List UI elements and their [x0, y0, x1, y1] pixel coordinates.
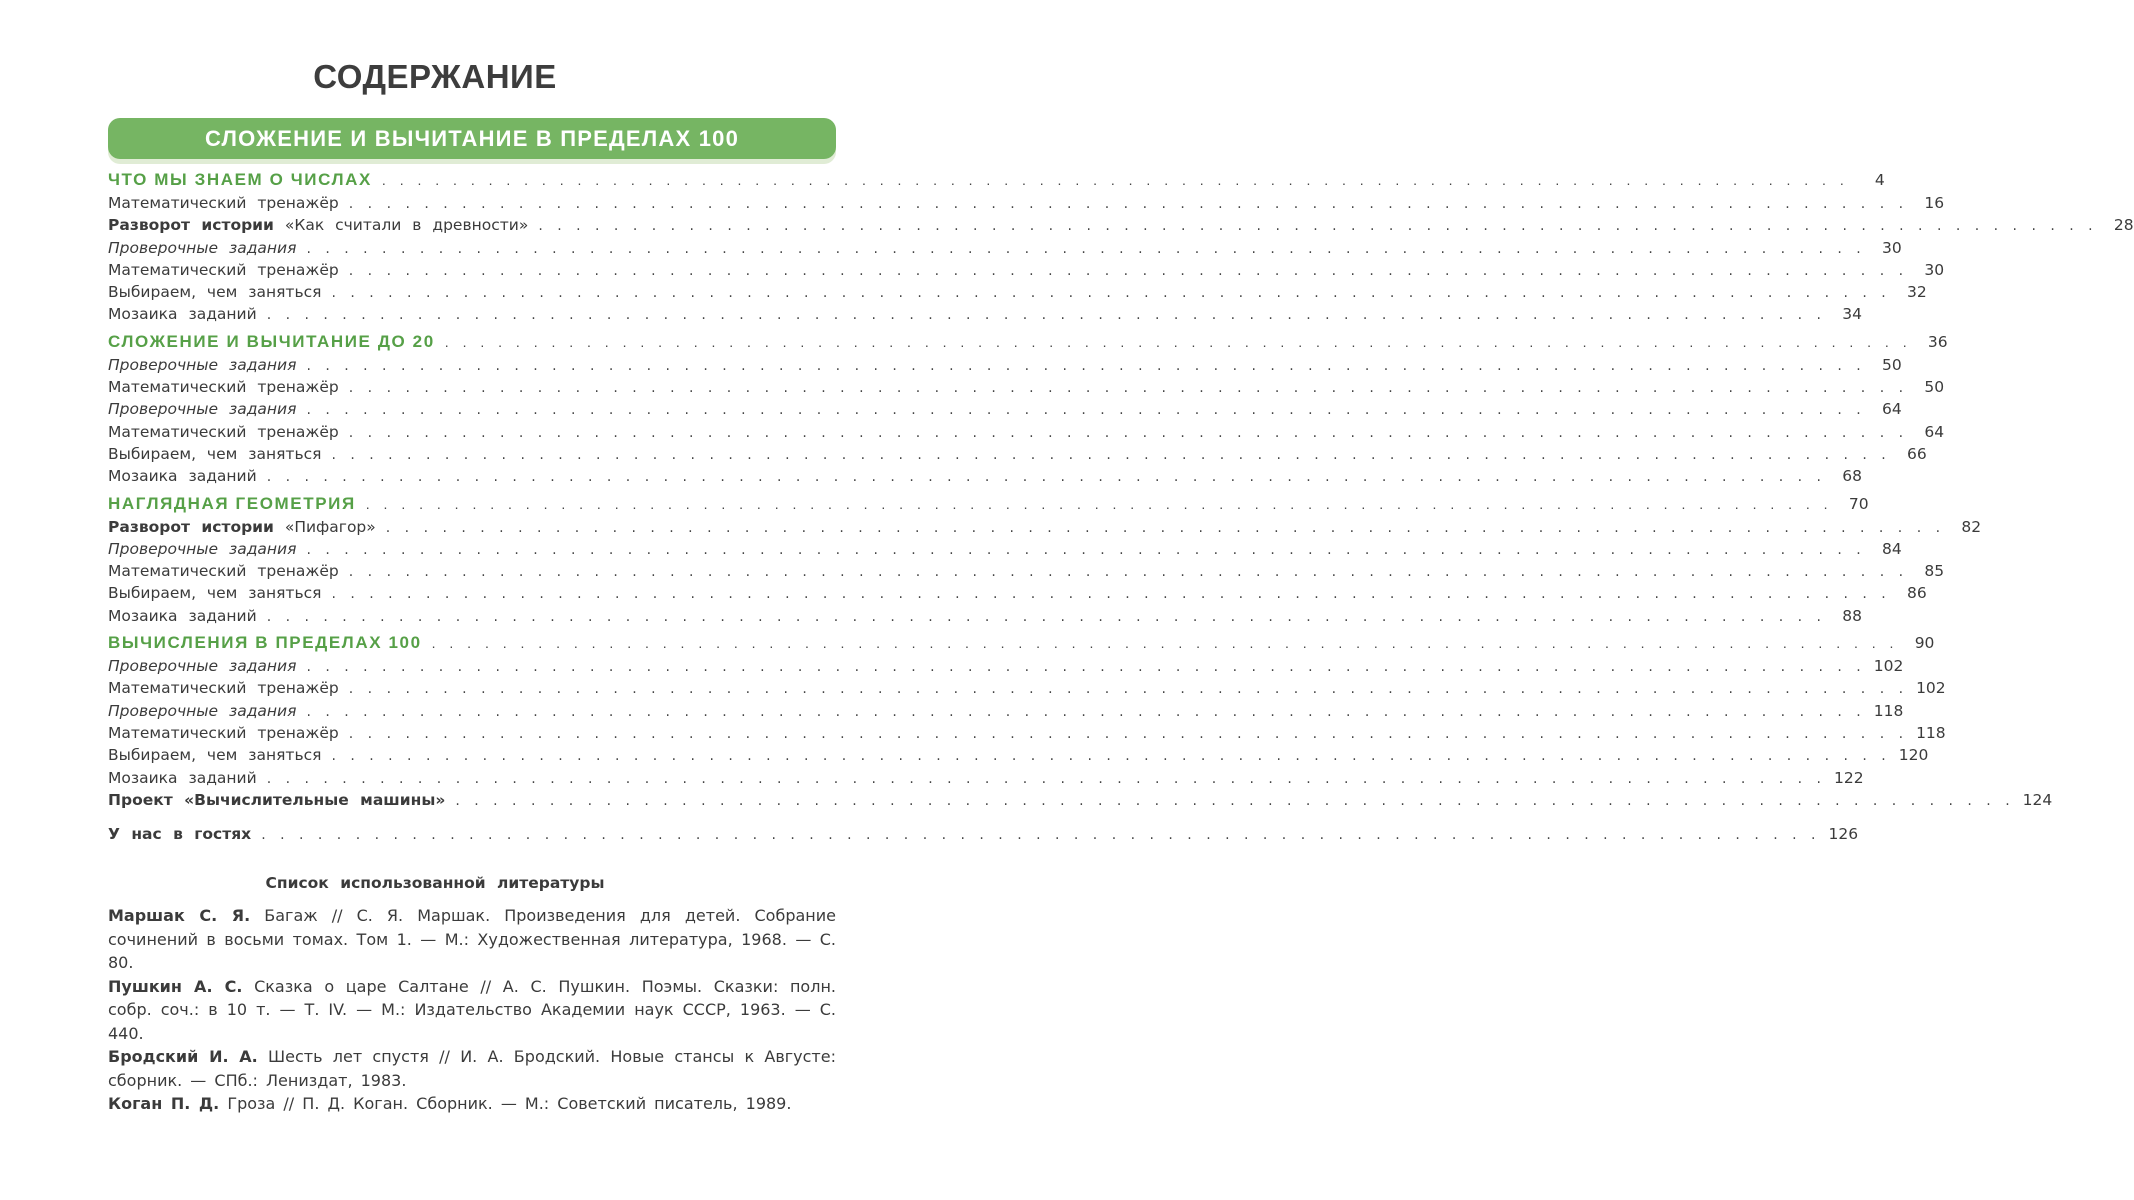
toc-entry[interactable] — [108, 194, 1945, 216]
toc-entry[interactable] — [108, 606, 1862, 629]
toc-label: ВЫЧИСЛЕНИЯ В ПРЕДЕЛАХ 100 — [108, 633, 422, 653]
toc-section-geometry[interactable] — [108, 493, 1869, 518]
toc-label: Выбираем, чем заняться — [108, 746, 322, 765]
leader-dots: . . . . . . . . . . . . . . . . . . . . . . . . . . . . . . . . . . . . . . . . . . . . . . . . . . . . . . . . . . . . . . . . . . . . . . . . . . . . . . . . . . . — [381, 172, 1849, 188]
leader-dots: . . . . . . . . . . . . . . . . . . . . . . . . . . . . . . . . . . . . . . . . . . . . . . . . . . . . . . . . . . . . . . . . . . . . . . . . . . . . . . . . . . . — [306, 541, 1866, 558]
leader-dots: . . . . . . . . . . . . . . . . . . . . . . . . . . . . . . . . . . . . . . . . . . . . . . . . . . . . . . . . . . . . . . . . . . . . . . . . . . . . . . . . . . . — [348, 681, 1909, 698]
toc-entry-guests[interactable] — [108, 825, 1859, 847]
toc-label-rest: «Пифагор» — [284, 517, 376, 536]
toc-page-number: 66 — [1907, 444, 1927, 463]
toc-entry[interactable] — [108, 305, 1862, 327]
toc-label: Выбираем, чем заняться — [108, 444, 322, 463]
toc-label — [108, 518, 376, 536]
leader-dots: . . . . . . . . . . . . . . . . . . . . . . . . . . . . . . . . . . . . . . . . . . . . . . . . . . . . . . . . . . . . . . . . . . . . . . . . . . . . . . . . . . . — [348, 380, 1909, 397]
toc-label: Математический тренажёр — [108, 194, 339, 212]
leader-dots: . . . . . . . . . . . . . . . . . . . . . . . . . . . . . . . . . . . . . . . . . . . . . . . . . . . . . . . . . . . . . . . . . . . . . . . . . . . . . . . . . . . — [266, 307, 1826, 324]
toc-page-number: 124 — [2022, 790, 2053, 809]
toc-page-number: 70 — [1848, 494, 1869, 513]
reference-author: Коган П. Д. — [108, 1094, 220, 1113]
toc-label: НАГЛЯДНАЯ ГЕОМЕТРИЯ — [108, 493, 356, 513]
toc-label: У нас в гостях — [108, 825, 252, 844]
toc-page-number: 68 — [1842, 467, 1862, 486]
leader-dots: . . . . . . . . . . . . . . . . . . . . . . . . . . . . . . . . . . . . . . . . . . . . . . . . . . . . . . . . . . . . . . . . . . . . . . . . . . . . . . . . . . . — [306, 703, 1866, 720]
leader-dots: . . . . . . . . . . . . . . . . . . . . . . . . . . . . . . . . . . . . . . . . . . . . . . . . . . . . . . . . . . . . . . . . . . . . . . . . . . . . . . . . . . . — [455, 792, 2015, 809]
toc-label: Математический тренажёр — [108, 260, 339, 279]
leader-dots: . . . . . . . . . . . . . . . . . . . . . . . . . . . . . . . . . . . . . . . . . . . . . . . . . . . . . . . . . . . . . . . . . . . . . . . . . . . . . . . . . . . — [431, 635, 1899, 652]
toc-label: Проверочные задания — [108, 701, 297, 720]
toc-label: Выбираем, чем заняться — [108, 584, 322, 603]
toc-entry[interactable] — [108, 562, 1945, 584]
leader-dots: . . . . . . . . . . . . . . . . . . . . . . . . . . . . . . . . . . . . . . . . . . . . . . . . . . . . . . . . . . . . . . . . . . . . . . . . . . . . . . . . . . . — [306, 240, 1866, 257]
toc-label-bold: Разворот истории — [108, 517, 274, 536]
toc-label: Выбираем, чем заняться — [108, 283, 322, 302]
toc-page-number: 88 — [1842, 606, 1862, 625]
toc-page-number: 122 — [1834, 768, 1864, 787]
leader-dots: . . . . . . . . . . . . . . . . . . . . . . . . . . . . . . . . . . . . . . . . . . . . . . . . . . . . . . . . . . . . . . . . . . . . . . . . . . . . . . . . . . . — [348, 262, 1909, 279]
toc-page-number: 28 — [2113, 216, 2134, 235]
toc-label: Проверочные задания — [108, 539, 297, 558]
leader-dots: . . . . . . . . . . . . . . . . . . . . . . . . . . . . . . . . . . . . . . . . . . . . . . . . . . . . . . . . . . . . . . . . . . . . . . . . . . . . . . . . . . . — [348, 196, 1909, 212]
toc-page-number: 102 — [1873, 657, 1904, 676]
reference-text: Гроза // П. Д. Коган. Сборник. — М.: Советский писатель, 1989. — [227, 1094, 792, 1113]
toc-page-number: 90 — [1914, 634, 1935, 653]
leader-dots: . . . . . . . . . . . . . . . . . . . . . . . . . . . . . . . . . . . . . . . . . . . . . . . . . . . . . . . . . . . . . . . . . . . . . . . . . . . . . . . . . . . — [266, 469, 1826, 486]
toc-page-number: 4 — [1874, 171, 1885, 189]
toc-page-number: 50 — [1924, 378, 1945, 397]
toc-entry[interactable] — [108, 422, 1945, 445]
toc-page-number: 16 — [1924, 194, 1945, 212]
leader-dots: . . . . . . . . . . . . . . . . . . . . . . . . . . . . . . . . . . . . . . . . . . . . . . . . . . . . . . . . . . . . . . . . . . . . . . . . . . . . . . . . . . . — [266, 770, 1826, 787]
leader-dots: . . . . . . . . . . . . . . . . . . . . . . . . . . . . . . . . . . . . . . . . . . . . . . . . . . . . . . . . . . . . . . . . . . . . . . . . . . . . . . . . . . . — [261, 827, 1821, 844]
toc-page-number: 34 — [1842, 305, 1862, 324]
toc-page-number: 118 — [1916, 723, 1946, 742]
reference-author: Пушкин А. С. — [108, 976, 243, 996]
toc-label: Мозаика заданий — [108, 606, 257, 625]
leader-dots: . . . . . . . . . . . . . . . . . . . . . . . . . . . . . . . . . . . . . . . . . . . . . . . . . . . . . . . . . . . . . . . . . . . . . . . . . . . . . . . . . . . — [444, 333, 1912, 350]
toc-page-number: 82 — [1961, 517, 1982, 536]
leader-dots: . . . . . . . . . . . . . . . . . . . . . . . . . . . . . . . . . . . . . . . . . . . . . . . . . . . . . . . . . . . . . . . . . . . . . . . . . . . . . . . . . . . — [331, 586, 1891, 603]
toc-page-number: 30 — [1882, 238, 1902, 257]
toc-entry[interactable] — [108, 216, 2134, 238]
toc-label-rest: «Как считали в древности» — [284, 216, 529, 235]
toc-label: СЛОЖЕНИЕ И ВЫЧИТАНИЕ ДО 20 — [108, 331, 435, 351]
toc-label: Проверочные задания — [108, 355, 297, 374]
leader-dots: . . . . . . . . . . . . . . . . . . . . . . . . . . . . . . . . . . . . . . . . . . . . . . . . . . . . . . . . . . . . . . . . . . . . . . . . . . . . . . . . . . . — [348, 725, 1909, 742]
toc-entry[interactable] — [108, 260, 1945, 283]
toc-label: Мозаика заданий — [108, 768, 257, 787]
reference-author: Бродский И. А. — [108, 1047, 258, 1066]
toc-label: Математический тренажёр — [108, 562, 339, 581]
chapter-banner: СЛОЖЕНИЕ И ВЫЧИТАНИЕ В ПРЕДЕЛАХ 100 — [108, 118, 836, 159]
toc-label: Математический тренажёр — [108, 723, 339, 742]
toc-label: Математический тренажёр — [108, 422, 339, 441]
toc-page-number: 85 — [1924, 562, 1945, 581]
toc-page-number: 64 — [1882, 400, 1902, 419]
toc-label: Проверочные задания — [108, 238, 297, 257]
toc-entry[interactable] — [108, 584, 1927, 606]
toc-entry[interactable] — [108, 283, 1927, 305]
leader-dots: . . . . . . . . . . . . . . . . . . . . . . . . . . . . . . . . . . . . . . . . . . . . . . . . . . . . . . . . . . . . . . . . . . . . . . . . . . . . . . . . . . . — [306, 402, 1866, 419]
leader-dots: . . . . . . . . . . . . . . . . . . . . . . . . . . . . . . . . . . . . . . . . . . . . . . . . . . . . . . . . . . . . . . . . . . . . . . . . . . . . . . . . . . . — [348, 424, 1909, 441]
page-title: СОДЕРЖАНИЕ — [313, 58, 557, 95]
toc-page-number: 30 — [1924, 260, 1945, 279]
toc-label-bold: Разворот истории — [108, 216, 274, 235]
reference-author: Маршак С. Я. — [108, 906, 251, 925]
toc-label: Математический тренажёр — [108, 679, 339, 698]
toc-entry[interactable] — [108, 657, 1904, 679]
table-of-contents — [108, 170, 2134, 847]
toc-entry[interactable] — [108, 378, 1945, 400]
toc-entry[interactable] — [108, 238, 1902, 261]
toc-entry-project[interactable] — [108, 790, 2053, 813]
toc-label — [108, 216, 528, 234]
references-title: Список использованной литературы — [265, 874, 605, 892]
leader-dots: . . . . . . . . . . . . . . . . . . . . . . . . . . . . . . . . . . . . . . . . . . . . . . . . . . . . . . . . . . . . . . . . . . . . . . . . . . . . . . . . . . . — [348, 564, 1909, 581]
toc-page-number: 36 — [1927, 332, 1948, 351]
toc-label: Проверочные задания — [108, 657, 297, 676]
toc-section-calculations-100[interactable] — [108, 633, 1935, 657]
references-list — [108, 904, 836, 1116]
reference-item — [108, 1092, 836, 1116]
leader-dots: . . . . . . . . . . . . . . . . . . . . . . . . . . . . . . . . . . . . . . . . . . . . . . . . . . . . . . . . . . . . . . . . . . . . . . . . . . . . . . . . . . . — [385, 519, 1946, 536]
toc-label: Проект «Вычислительные машины» — [108, 790, 446, 809]
toc-entry[interactable] — [108, 679, 1946, 701]
leader-dots: . . . . . . . . . . . . . . . . . . . . . . . . . . . . . . . . . . . . . . . . . . . . . . . . . . . . . . . . . . . . . . . . . . . . . . . . . . . . . . . . . . . — [331, 285, 1891, 302]
toc-section-addition-20[interactable] — [108, 331, 1948, 356]
toc-label: Математический тренажёр — [108, 378, 339, 397]
reference-text: Шесть лет спустя // И. А. Бродский. Новые стансы к Августе: сборник. — СПб.: Лениздат, 1983. — [108, 1047, 836, 1090]
toc-section-numbers[interactable] — [108, 170, 1885, 194]
leader-dots: . . . . . . . . . . . . . . . . . . . . . . . . . . . . . . . . . . . . . . . . . . . . . . . . . . . . . . . . . . . . . . . . . . . . . . . . . . . . . . . . . . . — [331, 446, 1891, 463]
toc-entry[interactable] — [108, 517, 1982, 540]
toc-page-number: 102 — [1916, 679, 1946, 698]
leader-dots: . . . . . . . . . . . . . . . . . . . . . . . . . . . . . . . . . . . . . . . . . . . . . . . . . . . . . . . . . . . . . . . . . . . . . . . . . . . . . . . . . . . — [266, 608, 1826, 625]
toc-entry[interactable] — [108, 746, 1929, 768]
leader-dots: . . . . . . . . . . . . . . . . . . . . . . . . . . . . . . . . . . . . . . . . . . . . . . . . . . . . . . . . . . . . . . . . . . . . . . . . . . . . . . . . . . . — [306, 659, 1866, 676]
reference-text: Багаж // С. Я. Маршак. Произведения для детей. Собрание сочинений в восьми томах. Том 1. — М.: Художественная литература, 1968. — С. 80. — [108, 906, 836, 972]
toc-entry[interactable] — [108, 444, 1927, 467]
toc-entry[interactable] — [108, 467, 1862, 489]
toc-label: Мозаика заданий — [108, 305, 257, 324]
toc-label: ЧТО МЫ ЗНАЕМ О ЧИСЛАХ — [108, 170, 372, 189]
toc-page-number: 118 — [1873, 701, 1904, 720]
leader-dots: . . . . . . . . . . . . . . . . . . . . . . . . . . . . . . . . . . . . . . . . . . . . . . . . . . . . . . . . . . . . . . . . . . . . . . . . . . . . . . . . . . . — [538, 218, 2098, 235]
toc-entry[interactable] — [108, 539, 1902, 562]
toc-entry[interactable] — [108, 400, 1902, 422]
leader-dots: . . . . . . . . . . . . . . . . . . . . . . . . . . . . . . . . . . . . . . . . . . . . . . . . . . . . . . . . . . . . . . . . . . . . . . . . . . . . . . . . . . . — [306, 357, 1866, 374]
toc-page-number: 126 — [1828, 825, 1859, 844]
toc-label: Мозаика заданий — [108, 467, 257, 486]
reference-item — [108, 975, 836, 1046]
toc-page-number: 32 — [1907, 283, 1927, 302]
reference-text: Сказка о царе Салтане // А. С. Пушкин. Поэмы. Сказки: полн. собр. соч.: в 10 т. — Т. IV. — М.: Издательство Академии наук СССР, 1963. — С. 440. — [108, 976, 836, 1043]
toc-page-number: 64 — [1924, 422, 1945, 441]
toc-page-number: 120 — [1898, 746, 1929, 765]
reference-item — [108, 904, 836, 975]
toc-entry[interactable] — [108, 723, 1946, 746]
reference-item — [108, 1045, 836, 1092]
toc-entry[interactable] — [108, 768, 1864, 791]
toc-entry[interactable] — [108, 355, 1902, 378]
toc-page-number: 86 — [1907, 584, 1927, 603]
leader-dots: . . . . . . . . . . . . . . . . . . . . . . . . . . . . . . . . . . . . . . . . . . . . . . . . . . . . . . . . . . . . . . . . . . . . . . . . . . . . . . . . . . . — [331, 748, 1891, 765]
leader-dots: . . . . . . . . . . . . . . . . . . . . . . . . . . . . . . . . . . . . . . . . . . . . . . . . . . . . . . . . . . . . . . . . . . . . . . . . . . . . . . . . . . . — [365, 495, 1833, 512]
toc-entry[interactable] — [108, 701, 1904, 724]
toc-label: Проверочные задания — [108, 400, 297, 419]
toc-page-number: 84 — [1882, 539, 1902, 558]
toc-page-number: 50 — [1882, 355, 1902, 374]
